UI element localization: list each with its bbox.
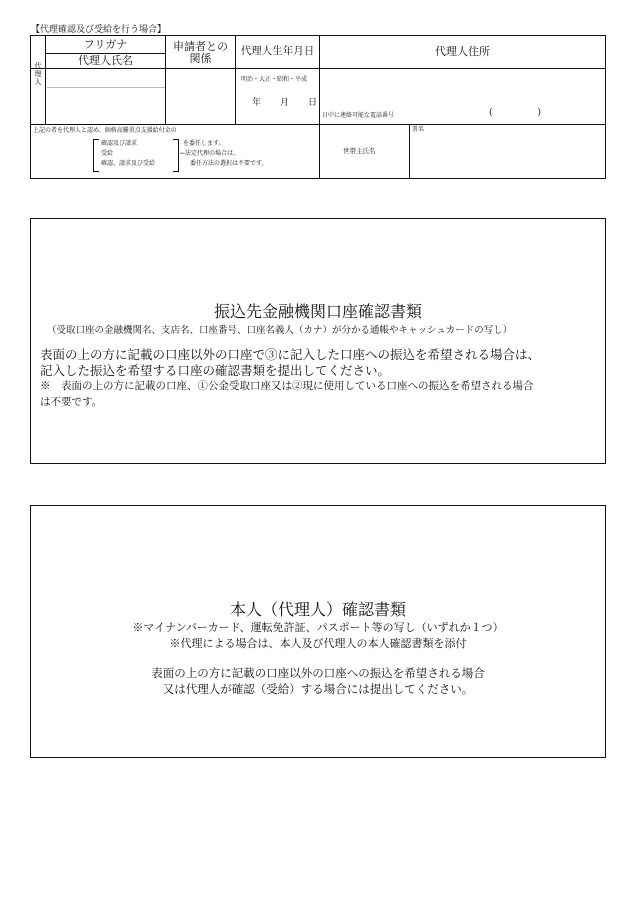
era-options: 明治・大正・昭和・平成 xyxy=(241,76,308,83)
bank-document-box xyxy=(30,218,606,464)
relation-header-line2: 関係 xyxy=(189,52,212,65)
bank-box-title: 振込先金融機関口座確認書類 xyxy=(213,302,422,321)
relation-input-area[interactable] xyxy=(166,69,235,124)
address-header: 代理人住所 xyxy=(435,45,490,58)
year-label: 年 xyxy=(252,98,262,108)
birth-header: 代理人生年月日 xyxy=(240,45,315,57)
phone-parens: ( ) xyxy=(489,108,542,118)
right-brace xyxy=(173,139,179,172)
identity-box-title: 本人（代理人）確認書類 xyxy=(229,600,406,619)
option-receive: 受給 xyxy=(101,150,114,157)
legal-note-2: 委任方法の選択は不要です。 xyxy=(190,160,268,167)
bank-box-subtitle: （受取口座の金融機関名、支店名、口座番号、口座名義人（カナ）が分かる通帳やキャッシュカードの写し） xyxy=(47,325,513,336)
bank-box-body-1: 表面の上の方に記載の口座以外の口座で③に記入した口座への振込を希望される場合は、 xyxy=(40,347,541,362)
month-label: 月 xyxy=(280,98,290,108)
identity-box-line-1: ※マイナンバーカード、運転免許証、パスポート等の写し（いずれか１つ） xyxy=(132,621,504,634)
relation-header-line1: 申請者との xyxy=(173,40,228,53)
legal-note-1: ←法定代理の場合は、 xyxy=(180,150,240,157)
agent-table xyxy=(30,35,606,179)
left-brace xyxy=(93,139,99,172)
day-label: 日 xyxy=(308,98,318,108)
option-confirm-request-receive: 確認、請求及び受給 xyxy=(101,160,156,167)
section-title: 【代理確認及び受給を行う場合】 xyxy=(31,25,167,35)
identity-box-line-4: 又は代理人が確認（受給）する場合には提出してください。 xyxy=(162,682,474,696)
identity-document-box xyxy=(30,505,606,758)
signature-input-area[interactable] xyxy=(410,125,605,178)
phone-label: 日中に連絡可能な電話番号 xyxy=(322,112,395,119)
bank-box-note-1: ※ 表面の上の方に記載の口座、①公金受取口座又は②現に使用している口座への振込を希望される場合 xyxy=(40,380,534,392)
identity-box-line-2: ※代理による場合は、本人及び代理人の本人確認書類を添付 xyxy=(169,637,467,650)
signature-label: 署名 xyxy=(412,126,425,133)
furigana-header: フリガナ xyxy=(83,38,128,51)
name-input-area[interactable] xyxy=(46,69,165,124)
address-input-area[interactable] xyxy=(320,69,605,109)
delegation-intro: 上記の者を代理人と認め、価格高騰重点支援給付金の xyxy=(33,127,177,134)
bank-box-note-2: は不要です。 xyxy=(40,396,103,408)
bank-box-body-2: 記入した振込を希望する口座の確認書類を提出してください。 xyxy=(40,363,391,378)
delegate-text: を委任します。 xyxy=(183,140,225,147)
agent-name-header: 代理人氏名 xyxy=(78,54,133,67)
agent-row-label: 代理人 xyxy=(34,62,42,86)
identity-box-line-3: 表面の上の方に記載の口座以外の口座への振込を希望される場合 xyxy=(151,666,485,680)
householder-label: 世帯主氏名 xyxy=(343,147,376,155)
option-confirm-request: 確認及び請求 xyxy=(101,140,138,147)
